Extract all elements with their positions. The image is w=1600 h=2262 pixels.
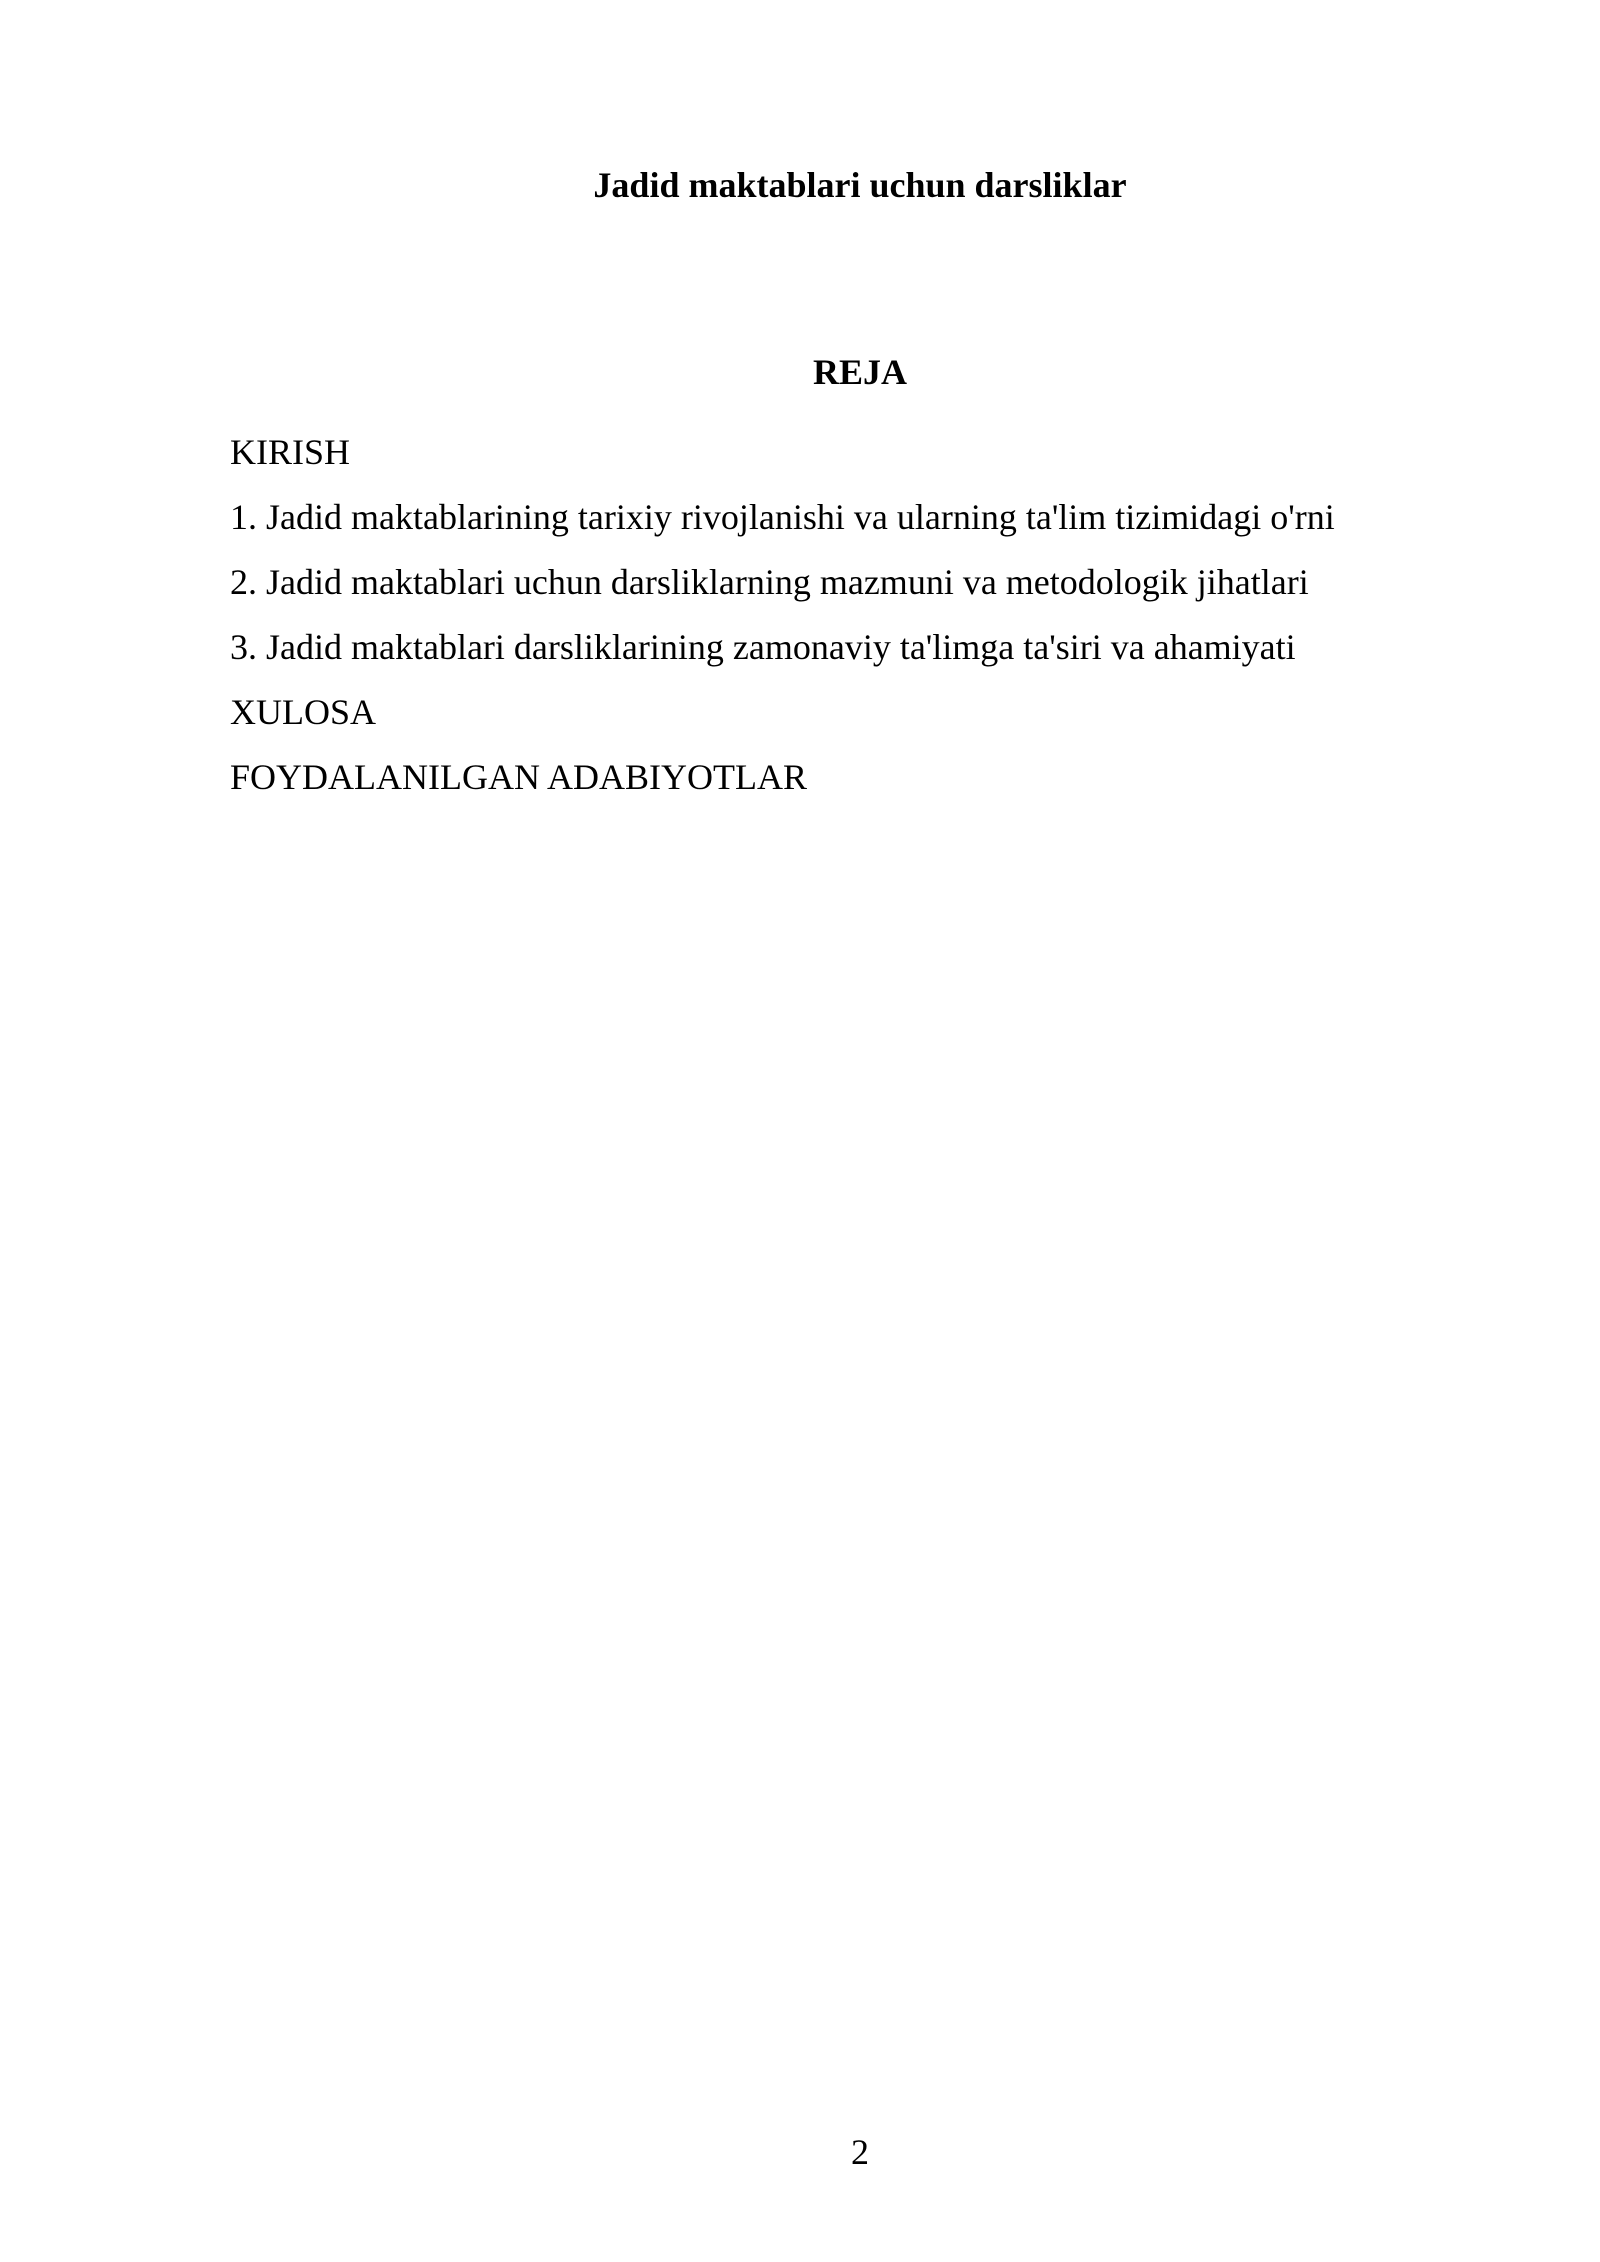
plan-item-1: 1. Jadid maktablarining tarixiy rivojlanishi va ularning ta'lim tizimidagi o'rni: [230, 497, 1335, 537]
plan-heading: REJA: [812, 352, 907, 392]
document-title: Jadid maktablari uchun darsliklar: [593, 165, 1127, 205]
plan-item-introduction: KIRISH: [230, 432, 351, 472]
page-number: 2: [851, 2132, 869, 2172]
plan-item-references: FOYDALANILGAN ADABIYOTLAR: [230, 757, 807, 797]
plan-item-conclusion: XULOSA: [230, 692, 377, 732]
plan-item-3: 3. Jadid maktablari darsliklarining zamonaviy ta'limga ta'siri va ahamiyati: [230, 627, 1296, 667]
plan-item-2: 2. Jadid maktablari uchun darsliklarning mazmuni va metodologik jihatlari: [230, 562, 1309, 602]
plan-list: [230, 420, 1430, 810]
